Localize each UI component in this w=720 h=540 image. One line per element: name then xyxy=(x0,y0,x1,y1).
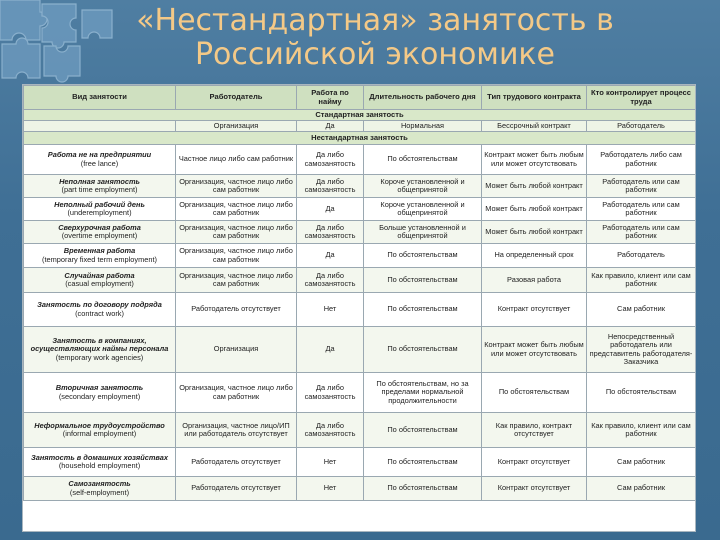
cell-control: Непосредственный работодатель или представитель работодателя-Заказчика xyxy=(587,327,696,373)
standard-hired: Да xyxy=(297,121,364,132)
cell-duration: По обстоятельствам xyxy=(364,448,482,477)
table-row xyxy=(24,268,696,293)
cell-employer: Частное лицо либо сам работник xyxy=(176,145,297,175)
table-row xyxy=(24,373,696,413)
standard-cell-empty xyxy=(24,121,176,132)
employment-kind-name: Занятость по договору подряда xyxy=(37,300,162,310)
table-row xyxy=(24,145,696,175)
cell-employer: Организация, частное лицо либо сам работник xyxy=(176,373,297,413)
cell-duration: По обстоятельствам xyxy=(364,145,482,175)
employment-kind-english: (free lance) xyxy=(80,158,119,168)
header-duration: Длительность рабочего дня xyxy=(364,86,482,110)
standard-row xyxy=(24,121,696,132)
cell-duration: По обстоятельствам xyxy=(364,327,482,373)
cell-employer: Организация, частное лицо либо сам работник xyxy=(176,268,297,293)
employment-kind-name: Временная работа xyxy=(63,246,136,256)
cell-control: Как правило, клиент или сам работник xyxy=(587,268,696,293)
table-row xyxy=(24,413,696,448)
employment-kind-english: (underemployment) xyxy=(67,208,132,217)
cell-control: Работодатель или сам работник xyxy=(587,221,696,244)
cell-employer: Работодатель отсутствует xyxy=(176,293,297,327)
table-row xyxy=(24,477,696,501)
standard-contract: Бессрочный контракт xyxy=(482,121,587,132)
cell-contract: Может быть любой контракт xyxy=(482,175,587,198)
cell-employer: Организация, частное лицо либо сам работник xyxy=(176,244,297,268)
employment-kind-name: Случайная работа xyxy=(64,270,135,280)
cell-duration: По обстоятельствам xyxy=(364,268,482,293)
employment-kind-name: Самозанятость xyxy=(68,479,131,489)
header-contract: Тип трудового контракта xyxy=(482,86,587,110)
cell-control: Сам работник xyxy=(587,448,696,477)
cell-employer: Работодатель отсутствует xyxy=(176,448,297,477)
cell-contract: Может быть любой контракт xyxy=(482,198,587,221)
standard-duration: Нормальная xyxy=(364,121,482,132)
employment-table xyxy=(23,85,696,501)
employment-kind xyxy=(24,413,176,448)
employment-kind xyxy=(24,198,176,221)
cell-employer: Организация, частное лицо либо сам работник xyxy=(176,198,297,221)
standard-employer: Организация xyxy=(176,121,297,132)
cell-hired: Нет xyxy=(297,293,364,327)
employment-kind-english: (household employment) xyxy=(58,461,141,470)
cell-duration: По обстоятельствам xyxy=(364,293,482,327)
table-row xyxy=(24,198,696,221)
employment-table-container xyxy=(22,84,696,532)
employment-kind xyxy=(24,175,176,198)
cell-control: Работодатель или сам работник xyxy=(587,175,696,198)
cell-contract: Разовая работа xyxy=(482,268,587,293)
employment-kind-name: Занятость в компаниях, осуществляющих наймы персонала xyxy=(30,336,169,354)
employment-kind-name: Неполная занятость xyxy=(59,176,140,186)
cell-control: Работодатель xyxy=(587,244,696,268)
table-row xyxy=(24,448,696,477)
cell-contract: Контракт отсутствует xyxy=(482,448,587,477)
employment-kind xyxy=(24,448,176,477)
slide-title xyxy=(90,4,660,72)
title-line-2: Российской экономике xyxy=(194,37,556,72)
cell-contract: Может быть любой контракт xyxy=(482,221,587,244)
header-kind: Вид занятости xyxy=(24,86,176,110)
employment-kind-english: (self-employment) xyxy=(69,487,130,497)
employment-kind-name: Работа не на предприятии xyxy=(47,150,152,160)
cell-duration: Короче установленной и общепринятой xyxy=(364,175,482,198)
table-header-row xyxy=(24,86,696,110)
cell-hired: Нет xyxy=(297,448,364,477)
cell-duration: По обстоятельствам xyxy=(364,413,482,448)
employment-kind xyxy=(24,477,176,501)
cell-duration: Короче установленной и общепринятой xyxy=(364,198,482,221)
cell-control: Сам работник xyxy=(587,477,696,501)
cell-control: Работодатель либо сам работник xyxy=(587,145,696,175)
employment-kind-name: Неформальное трудоустройство xyxy=(34,420,165,430)
standard-label: Стандартная занятость xyxy=(24,110,696,121)
cell-control: Сам работник xyxy=(587,293,696,327)
employment-kind-name: Сверхурочная работа xyxy=(58,222,141,232)
cell-contract: На определенный срок xyxy=(482,244,587,268)
employment-kind-name: Занятость в домашних хозяйствах xyxy=(30,452,169,462)
employment-kind-english: (casual employment) xyxy=(65,279,134,288)
cell-contract: Как правило, контракт отсутствует xyxy=(482,413,587,448)
employment-kind-english: (temporary fixed term employment) xyxy=(42,254,157,264)
table-row xyxy=(24,244,696,268)
cell-duration: По обстоятельствам xyxy=(364,477,482,501)
cell-contract: Контракт отсутствует xyxy=(482,293,587,327)
cell-duration: По обстоятельствам, но за пределами нормальной продолжительности xyxy=(364,373,482,413)
employment-kind xyxy=(24,145,176,175)
cell-hired: Да xyxy=(297,327,364,373)
cell-contract: По обстоятельствам xyxy=(482,373,587,413)
cell-hired: Да либо самозанятость xyxy=(297,145,364,175)
cell-duration: По обстоятельствам xyxy=(364,244,482,268)
cell-duration: Больше установленной и общепринятой xyxy=(364,221,482,244)
cell-control: Как правило, клиент или сам работник xyxy=(587,413,696,448)
standard-band xyxy=(24,110,696,121)
cell-hired: Нет xyxy=(297,477,364,501)
employment-kind xyxy=(24,268,176,293)
employment-kind-english: (overtime employment) xyxy=(61,231,138,240)
employment-kind xyxy=(24,327,176,373)
employment-kind xyxy=(24,293,176,327)
employment-kind xyxy=(24,221,176,244)
employment-kind xyxy=(24,244,176,268)
header-hired: Работа по найму xyxy=(297,86,364,110)
cell-contract: Контракт отсутствует xyxy=(482,477,587,501)
title-line-1: «Нестандартная» занятость в xyxy=(136,3,614,38)
cell-control: Работодатель или сам работник xyxy=(587,198,696,221)
cell-employer: Организация xyxy=(176,327,297,373)
employment-kind xyxy=(24,373,176,413)
header-employer: Работодатель xyxy=(176,86,297,110)
table-row xyxy=(24,327,696,373)
employment-kind-english: (temporary work agencies) xyxy=(55,352,144,362)
cell-contract: Контракт может быть любым или может отсутствовать xyxy=(482,327,587,373)
cell-hired: Да либо самозанятость xyxy=(297,373,364,413)
cell-hired: Да xyxy=(297,198,364,221)
cell-employer: Работодатель отсутствует xyxy=(176,477,297,501)
employment-kind-english: (contract work) xyxy=(75,308,124,318)
cell-employer: Организация, частное лицо либо сам работник xyxy=(176,175,297,198)
employment-kind-name: Неполный рабочий день xyxy=(54,199,145,209)
cell-hired: Да xyxy=(297,244,364,268)
cell-employer: Организация, частное лицо/ИП или работодатель отсутствует xyxy=(176,413,297,448)
cell-employer: Организация, частное лицо либо сам работник xyxy=(176,221,297,244)
cell-hired: Да либо самозанятость xyxy=(297,175,364,198)
nonstandard-band xyxy=(24,132,696,145)
cell-hired: Да либо самозанятость xyxy=(297,413,364,448)
table-row xyxy=(24,221,696,244)
standard-control: Работодатель xyxy=(587,121,696,132)
cell-hired: Да либо самозанятость xyxy=(297,268,364,293)
cell-contract: Контракт может быть любым или может отсутствовать xyxy=(482,145,587,175)
employment-kind-english: (secondary employment) xyxy=(58,391,141,401)
table-row xyxy=(24,175,696,198)
employment-kind-english: (part time employment) xyxy=(61,185,138,194)
table-row xyxy=(24,293,696,327)
employment-kind-english: (informal employment) xyxy=(62,429,137,438)
employment-kind-name: Вторичная занятость xyxy=(55,383,144,393)
nonstandard-label: Нестандартная занятость xyxy=(24,132,696,145)
header-control: Кто контролирует процесс труда xyxy=(587,86,696,110)
cell-hired: Да либо самозанятость xyxy=(297,221,364,244)
cell-control: По обстоятельствам xyxy=(587,373,696,413)
